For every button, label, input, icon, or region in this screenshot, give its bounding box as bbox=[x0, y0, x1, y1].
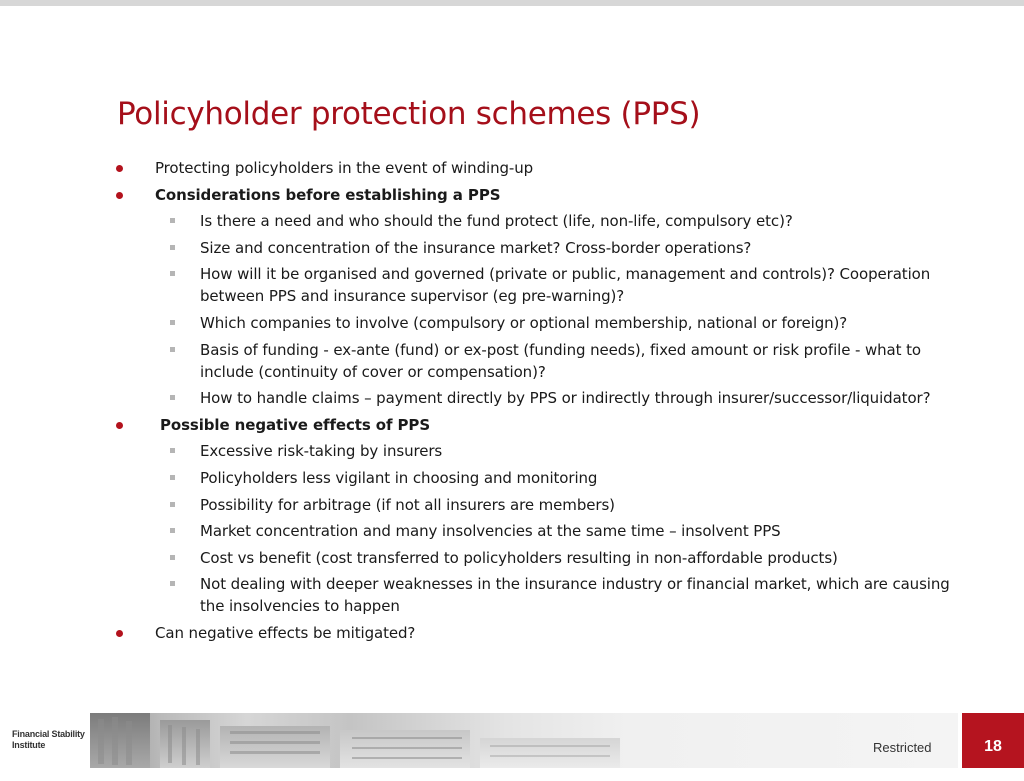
sub-bullet-square-icon bbox=[170, 475, 175, 480]
logo-line-2: Institute bbox=[12, 740, 46, 750]
sub-bullet-square-icon bbox=[170, 245, 175, 250]
sub-bullet-item: Which companies to involve (compulsory or optional membership, national or foreign)? bbox=[0, 312, 1024, 334]
sub-bullet-square-icon bbox=[170, 502, 175, 507]
sub-bullet-item: How will it be organised and governed (private or public, management and controls)? Cooperation between PPS and insurance supervisor (eg pre-warning)? bbox=[0, 263, 1024, 307]
bullet-dot-icon bbox=[116, 422, 123, 429]
sub-bullet-item: Basis of funding - ex-ante (fund) or ex-post (funding needs), fixed amount or risk profile - what to include (continuity of cover or compensation)? bbox=[0, 339, 1024, 383]
sub-bullet-item: Not dealing with deeper weaknesses in the insurance industry or financial market, which are causing the insolvencies to happen bbox=[0, 573, 1024, 617]
sub-bullet-square-icon bbox=[170, 347, 175, 352]
sub-bullet-item: How to handle claims – payment directly by PPS or indirectly through insurer/successor/liquidator? bbox=[0, 387, 1024, 409]
bullet-dot-icon bbox=[116, 192, 123, 199]
classification-label: Restricted bbox=[873, 740, 932, 755]
sub-bullet-item: Market concentration and many insolvencies at the same time – insolvent PPS bbox=[0, 520, 1024, 542]
sub-bullet-square-icon bbox=[170, 320, 175, 325]
bullet-item: Protecting policyholders in the event of winding-up bbox=[0, 157, 1024, 179]
footer bbox=[0, 713, 1024, 768]
bullet-item: Possible negative effects of PPS bbox=[0, 414, 1024, 436]
sub-bullet-item: Possibility for arbitrage (if not all insurers are members) bbox=[0, 494, 1024, 516]
bullet-dot-icon bbox=[116, 165, 123, 172]
sub-bullet-square-icon bbox=[170, 528, 175, 533]
sub-bullet-square-icon bbox=[170, 581, 175, 586]
sub-bullet-square-icon bbox=[170, 555, 175, 560]
sub-bullet-item: Cost vs benefit (cost transferred to policyholders resulting in non-affordable products) bbox=[0, 547, 1024, 569]
sub-bullet-item: Is there a need and who should the fund protect (life, non-life, compulsory etc)? bbox=[0, 210, 1024, 232]
sub-bullet-square-icon bbox=[170, 395, 175, 400]
sub-bullet-square-icon bbox=[170, 448, 175, 453]
top-rule bbox=[0, 0, 1024, 6]
slide-title: Policyholder protection schemes (PPS) bbox=[117, 96, 701, 132]
bullet-item: Considerations before establishing a PPS bbox=[0, 184, 1024, 206]
sub-bullet-square-icon bbox=[170, 218, 175, 223]
sub-bullet-item: Size and concentration of the insurance market? Cross-border operations? bbox=[0, 237, 1024, 259]
bullet-item: Can negative effects be mitigated? bbox=[0, 622, 1024, 644]
sub-bullet-item: Policyholders less vigilant in choosing and monitoring bbox=[0, 467, 1024, 489]
bullet-dot-icon bbox=[116, 630, 123, 637]
sub-bullet-square-icon bbox=[170, 271, 175, 276]
sub-bullet-item: Excessive risk-taking by insurers bbox=[0, 440, 1024, 462]
bullet-list bbox=[0, 157, 1024, 649]
page-number: 18 bbox=[962, 713, 1024, 768]
footer-building-image bbox=[90, 713, 958, 768]
logo-line-1: Financial Stability bbox=[12, 729, 85, 739]
institute-logo bbox=[12, 729, 90, 751]
